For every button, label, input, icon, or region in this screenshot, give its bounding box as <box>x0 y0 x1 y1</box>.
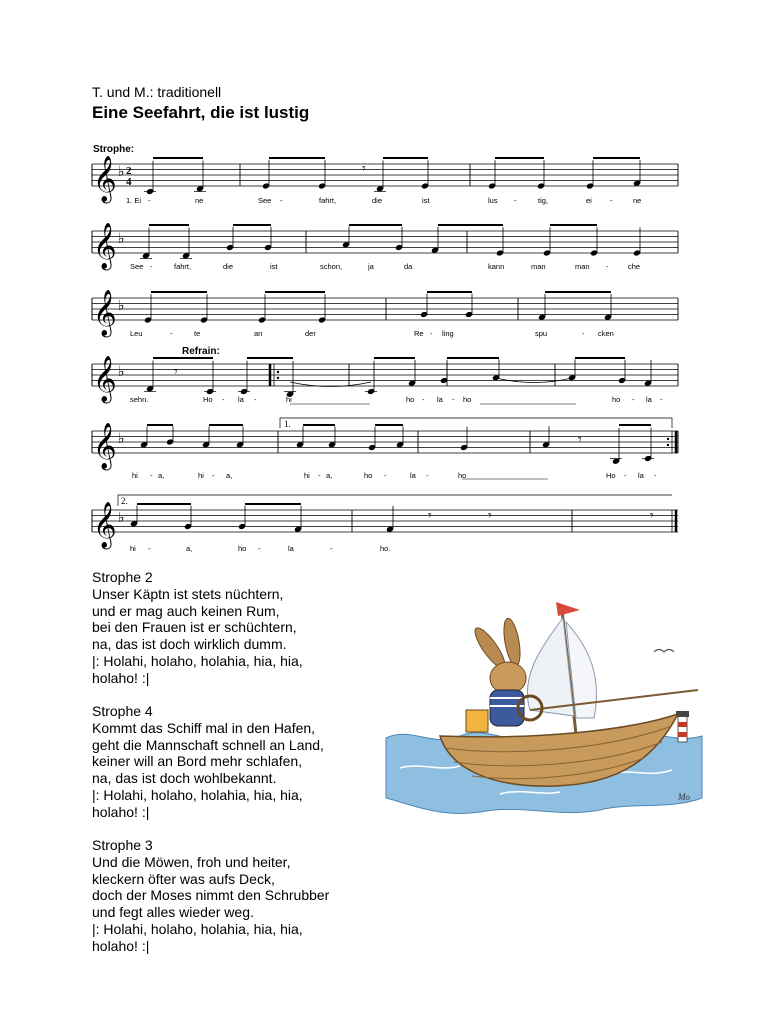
lyric-syllable: See <box>258 196 272 205</box>
artist-signature: Mo <box>678 792 690 802</box>
key-signature-flat-icon: ♭ <box>118 431 125 447</box>
verse-line: |: Holahi, holaho, holahia, hia, hia, <box>92 786 303 803</box>
key-signature-flat-icon: ♭ <box>118 164 125 180</box>
lyric-syllable: ne <box>195 196 204 205</box>
lyric-syllable: - <box>258 544 261 553</box>
lyric-syllable: hi <box>130 544 136 553</box>
lyric-syllable: - <box>624 471 627 480</box>
lyric-syllable: cken <box>598 329 614 338</box>
verse-heading: Strophe 4 <box>92 703 153 719</box>
treble-clef-icon: 𝄞 <box>93 156 117 202</box>
verse-line: |: Holahi, holaho, holahia, hia, hia, <box>92 652 303 669</box>
lyric-syllable: hi <box>304 471 310 480</box>
lyric-syllable: - <box>280 196 283 205</box>
verse-line: holaho! :| <box>92 937 150 954</box>
verse-heading: Strophe 2 <box>92 569 153 585</box>
verse-line: na, das ist doch wirklich dumm. <box>92 636 287 653</box>
seagull <box>654 650 674 653</box>
lyric-syllable: schon, <box>320 262 343 271</box>
lyric-syllable: lus <box>488 196 498 205</box>
lyric-syllable: - <box>654 471 657 480</box>
song-title: Eine Seefahrt, die ist lustig <box>92 103 310 122</box>
lyric-syllable: te <box>194 329 201 338</box>
lyric-syllable: - <box>212 471 215 480</box>
lyric-syllable: die <box>223 262 234 271</box>
lyric-syllable: - <box>660 395 663 404</box>
volta-bracket-1 <box>280 418 672 428</box>
boat-illustration <box>380 598 710 823</box>
eighth-rest-icon: 𝄾 <box>488 508 492 524</box>
lyric-syllable: che <box>628 262 641 271</box>
verse-line: |: Holahi, holaho, holahia, hia, hia, <box>92 920 303 937</box>
lyric-syllable: da <box>404 262 413 271</box>
verse-line: bei den Frauen ist er schüchtern, <box>92 619 297 636</box>
lyric-syllable: tig, <box>538 196 549 205</box>
music-system-3 <box>92 290 678 338</box>
key-signature-flat-icon: ♭ <box>118 364 125 380</box>
eighth-rest-icon: 𝄾 <box>428 508 432 524</box>
lyric-syllable: la <box>288 544 294 553</box>
lyric-syllable: Ho <box>606 471 616 480</box>
lyric-syllable: ist <box>422 196 430 205</box>
lyric-syllable: - <box>582 329 585 338</box>
eighth-rest-icon: 𝄾 <box>174 364 178 380</box>
verse-3 <box>92 837 329 955</box>
lyric-syllable: la <box>638 471 644 480</box>
volta-number-2: 2. <box>121 496 128 506</box>
verse-heading: Strophe 3 <box>92 837 153 853</box>
lyric-syllable: la <box>410 471 416 480</box>
lyric-syllable: a, <box>226 471 233 480</box>
lyric-syllable: a, <box>326 471 333 480</box>
lyric-syllable: - <box>632 395 635 404</box>
verse-line: kleckern öfter was aufs Deck, <box>92 870 275 887</box>
lyric-syllable: Leu <box>130 329 143 338</box>
treble-clef-icon: 𝄞 <box>93 290 117 336</box>
verse-line: Unser Käptn ist stets nüchtern, <box>92 585 284 602</box>
lyric-syllable: ling <box>442 329 454 338</box>
key-signature-flat-icon: ♭ <box>118 298 125 314</box>
song-credit: T. und M.: traditionell <box>92 84 222 100</box>
lyric-syllable: - <box>222 395 225 404</box>
verse-1 <box>92 569 303 687</box>
lyric-syllable: kann <box>488 262 505 271</box>
verse-line: holaho! :| <box>92 669 150 686</box>
lyric-syllable: an <box>254 329 263 338</box>
lyric-syllable: - <box>148 196 151 205</box>
lyric-syllable: - <box>148 544 151 553</box>
lyric-syllable: man <box>531 262 546 271</box>
lyric-syllable: fahrt, <box>174 262 192 271</box>
verse-line: doch der Moses nimmt den Schrubber <box>92 887 330 904</box>
time-signature-top: 2 <box>126 165 132 177</box>
treble-clef-icon: 𝄞 <box>93 502 117 548</box>
lyric-syllable: ho. <box>380 544 391 553</box>
music-system-1 <box>92 156 678 205</box>
pennant-flag <box>556 602 580 616</box>
lyric-syllable: spu <box>535 329 548 338</box>
key-signature-flat-icon: ♭ <box>118 510 125 526</box>
label-strophe: Strophe: <box>93 144 135 155</box>
lyric-syllable: a, <box>186 544 193 553</box>
lyric-syllable: ho <box>406 395 415 404</box>
lyric-syllable: 1. Ei <box>126 196 142 205</box>
eighth-rest-icon: 𝄾 <box>650 508 654 524</box>
volta-number-1: 1. <box>284 419 291 429</box>
lyric-syllable: man <box>575 262 590 271</box>
lyric-syllable: ho <box>612 395 621 404</box>
eighth-rest-icon: 𝄾 <box>578 432 582 448</box>
label-refrain: Refrain: <box>182 346 220 357</box>
lyric-syllable: See <box>130 262 144 271</box>
verse-line: na, das ist doch wohlbekannt. <box>92 770 277 787</box>
lyric-syllable: - <box>254 395 257 404</box>
lyric-syllable: - <box>610 196 613 205</box>
lyric-syllable: ne <box>633 196 642 205</box>
verse-line: und er mag auch keinen Rum, <box>92 602 280 619</box>
lyric-syllable: der <box>305 329 316 338</box>
lyric-syllable: - <box>150 471 153 480</box>
lyric-syllable: la <box>646 395 652 404</box>
music-system-4 <box>92 356 678 404</box>
verse-2 <box>92 703 324 821</box>
lyric-syllable: - <box>606 262 609 271</box>
lyric-syllable: ho <box>238 544 247 553</box>
lyric-syllable: - <box>430 329 433 338</box>
verse-line: holaho! :| <box>92 803 150 820</box>
lyric-syllable: die <box>372 196 383 205</box>
lyric-syllable: hi <box>198 471 204 480</box>
treble-clef-icon: 𝄞 <box>93 356 117 402</box>
lyric-syllable: a, <box>158 471 165 480</box>
lyric-syllable: Ho <box>203 395 213 404</box>
treble-clef-icon: 𝄞 <box>93 223 117 269</box>
verse-line: keiner will an Bord mehr schlafen, <box>92 753 303 770</box>
lyric-syllable: - <box>384 471 387 480</box>
treble-clef-icon: 𝄞 <box>93 423 117 469</box>
lyric-syllable: ja <box>368 262 374 271</box>
lyric-syllable: hi <box>286 395 292 404</box>
lyric-syllable: fahrt, <box>319 196 337 205</box>
lyric-syllable: ho <box>364 471 373 480</box>
verse-line: geht die Mannschaft schnell an Land, <box>92 736 324 753</box>
music-system-5 <box>92 423 678 480</box>
lyric-syllable: - <box>426 471 429 480</box>
eighth-rest-icon: 𝄾 <box>362 161 366 177</box>
volta-bracket-2 <box>118 495 672 506</box>
lyric-syllable: - <box>330 544 333 553</box>
key-signature-flat-icon: ♭ <box>118 231 125 247</box>
lyric-syllable: sehn. <box>130 395 149 404</box>
lyric-syllable: - <box>452 395 455 404</box>
lyric-syllable: la <box>238 395 244 404</box>
lyric-syllable: - <box>514 196 517 205</box>
lyric-syllable: hi <box>132 471 138 480</box>
lyric-syllable: ist <box>270 262 278 271</box>
lyric-syllable: ho <box>463 395 472 404</box>
lyric-syllable: ho <box>458 471 467 480</box>
verse-line: Und die Möwen, froh und heiter, <box>92 853 291 870</box>
lyric-syllable: - <box>422 395 425 404</box>
lyric-syllable: la <box>437 395 443 404</box>
music-system-2 <box>92 223 678 271</box>
lyric-syllable: - <box>150 262 153 271</box>
lyric-syllable: - <box>318 471 321 480</box>
verse-line: und fegt alles wieder weg. <box>92 904 254 921</box>
lyric-syllable: ei <box>586 196 592 205</box>
lyric-syllable: - <box>170 329 173 338</box>
time-signature-bottom: 4 <box>126 176 132 188</box>
verse-line: Kommt das Schiff mal in den Hafen, <box>92 719 316 736</box>
music-system-6 <box>92 502 678 553</box>
lyric-syllable: Re <box>414 329 424 338</box>
